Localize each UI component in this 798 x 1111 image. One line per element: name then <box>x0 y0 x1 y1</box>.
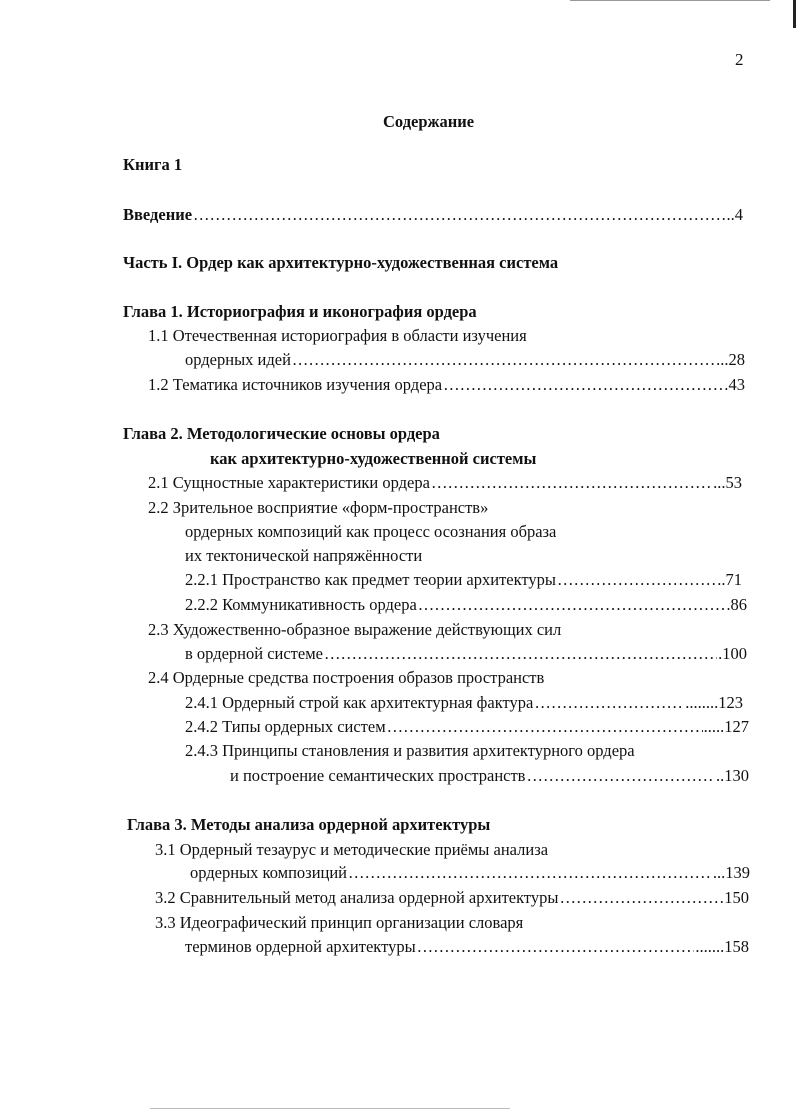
leader-tail: ... <box>712 863 726 882</box>
leader-tail: ..... <box>703 717 725 736</box>
leader-tail: .. <box>717 570 726 589</box>
toc-entry-2-4-2[interactable] <box>185 717 749 737</box>
chapter-heading: Глава 2. Методологические основы ордера <box>123 424 440 443</box>
chapter-heading: Глава 1. Историография и иконография ордера <box>123 302 477 321</box>
toc-entry-label: 2.4.3 Принципы становления и развития архитектурного ордера <box>185 741 635 760</box>
chapter-heading-cont: как архитектурно-художественной системы <box>210 449 537 468</box>
toc-entry-label: в ордерной системе <box>185 644 323 663</box>
toc-entry-label: 2.2.1 Пространство как предмет теории архитектуры <box>185 570 556 589</box>
toc-page-number: 130 <box>724 766 749 785</box>
toc-entry-2-4-1[interactable] <box>185 693 743 713</box>
toc-entry-label: их тектонической напряжённости <box>185 546 423 565</box>
toc-page-number: 127 <box>724 717 749 736</box>
toc-entry-2-2-2[interactable] <box>185 595 747 615</box>
leader-tail: ........ <box>685 693 719 712</box>
toc-page-number: 158 <box>724 937 749 956</box>
toc-entry-label: и построение семантических пространств <box>230 766 526 785</box>
scan-edge-line <box>570 0 770 1</box>
toc-entry-label: терминов ордерной архитектуры <box>185 937 416 956</box>
toc-page-number: 53 <box>725 473 742 492</box>
leader-dots <box>348 863 712 883</box>
toc-entry-label: 1.1 Отечественная историография в области изучения <box>148 326 527 345</box>
toc-page-number: 4 <box>734 205 743 224</box>
toc-entry-label: 3.3 Идеографический принцип организации словаря <box>155 913 524 932</box>
part-heading: Часть I. Ордер как архитектурно-художественная система <box>123 253 559 272</box>
leader-dots <box>443 375 727 395</box>
leader-tail: ....... <box>695 937 725 956</box>
toc-entry-2-3[interactable] <box>185 644 747 664</box>
toc-entry-intro[interactable] <box>123 205 743 225</box>
toc-entry-2-1[interactable] <box>148 473 742 493</box>
toc-entry-2-2-1[interactable] <box>185 570 742 590</box>
toc-page-number: 139 <box>725 863 750 882</box>
leader-dots <box>418 595 730 615</box>
toc-entry-label: 2.2 Зрительное восприятие «форм-пространств» <box>148 498 489 517</box>
toc-page-number: 150 <box>724 888 749 907</box>
leader-dots <box>560 888 724 908</box>
toc-entry-label: 2.2.2 Коммуникативность ордера <box>185 595 417 614</box>
toc-page-number: 123 <box>718 693 743 712</box>
toc-entry-label: 2.4.1 Ордерный строй как архитектурная фактура <box>185 693 534 712</box>
toc-page-number: 28 <box>728 350 745 369</box>
toc-page-number: 71 <box>725 570 742 589</box>
toc-entry-3-3[interactable] <box>185 937 749 957</box>
toc-page-number: 43 <box>728 375 745 394</box>
leader-dots <box>534 693 684 713</box>
page-number: 2 <box>735 50 744 69</box>
toc-entry-label: ордерных композиций как процесс осознания образа <box>185 522 557 541</box>
scan-edge-line <box>150 1108 510 1109</box>
toc-title: Содержание <box>383 112 475 131</box>
leader-tail: ... <box>716 350 729 369</box>
toc-entry-label: Введение <box>123 205 193 224</box>
toc-entry-label: ордерных идей <box>185 350 291 369</box>
toc-entry-2-4-3[interactable] <box>230 766 749 786</box>
toc-entry-label: 3.1 Ордерный тезаурус и методические приёмы анализа <box>155 840 549 859</box>
toc-entry-label: 2.1 Сущностные характеристики ордера <box>148 473 430 492</box>
toc-entry-label: ордерных композиций <box>190 863 348 882</box>
leader-dots <box>557 570 716 590</box>
toc-entry-label: 2.4.2 Типы ордерных систем <box>185 717 386 736</box>
toc-entry-1-1[interactable] <box>185 350 745 370</box>
toc-entry-3-1[interactable] <box>190 863 750 883</box>
leader-dots <box>193 205 725 225</box>
leader-dots <box>431 473 712 493</box>
toc-entry-label: 2.4 Ордерные средства построения образов пространств <box>148 668 545 687</box>
leader-dots <box>387 717 703 737</box>
toc-entry-label: 2.3 Художественно-образное выражение действующих сил <box>148 620 562 639</box>
leader-tail: . <box>718 644 723 663</box>
book-label: Книга 1 <box>123 155 183 174</box>
toc-page-number: 100 <box>722 644 747 663</box>
toc-entry-3-2[interactable] <box>155 888 749 908</box>
leader-dots <box>417 937 695 957</box>
toc-entry-1-2[interactable] <box>148 375 745 395</box>
leader-dots <box>292 350 715 370</box>
chapter-heading: Глава 3. Методы анализа ордерной архитектуры <box>127 815 491 834</box>
leader-tail: ... <box>713 473 726 492</box>
leader-dots <box>526 766 715 786</box>
toc-entry-label: 3.2 Сравнительный метод анализа ордерной архитектуры <box>155 888 559 907</box>
toc-page-number: 86 <box>730 595 747 614</box>
scan-edge-mark <box>793 0 796 28</box>
leader-dots <box>324 644 717 664</box>
leader-tail: .. <box>716 766 725 785</box>
toc-entry-label: 1.2 Тематика источников изучения ордера <box>148 375 443 394</box>
leader-tail: .. <box>726 205 735 224</box>
